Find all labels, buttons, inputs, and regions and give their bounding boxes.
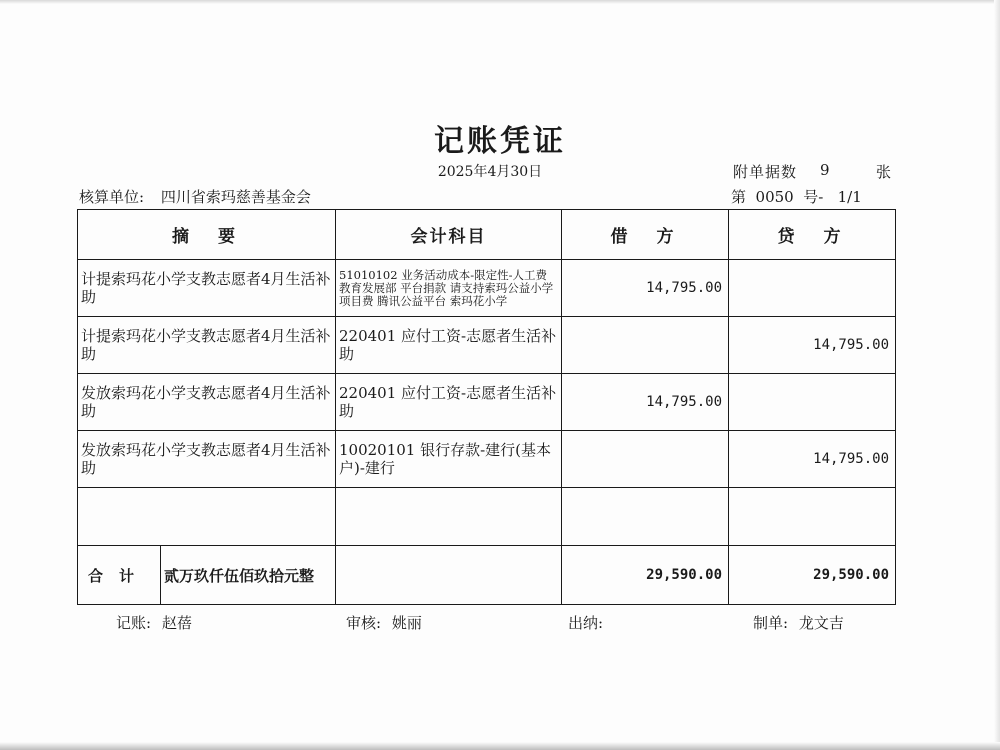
entry-account: 51010102 业务活动成本-限定性-人工费 教育发展部 平台捐款 请支持索玛公益小学 项目费 腾讯公益平台 索玛花小学 [336,260,562,317]
cashier-signature [568,612,609,633]
column-header-summary: 摘 要 [78,210,336,260]
reviewer-signature [346,612,422,633]
blank-cell [729,488,896,546]
entry-summary: 计提索玛花小学支教志愿者4月生活补助 [78,260,336,317]
reviewer-label: 审核: [346,614,382,632]
attachments-label: 附单据数 [733,163,798,181]
column-header-debit: 借 方 [562,210,729,260]
total-credit: 29,590.00 [729,546,896,605]
total-label: 合计 [78,546,161,604]
column-header-account: 会计科目 [336,210,562,260]
scan-edge-bottom [0,742,1000,750]
entry-account: 10020101 银行存款-建行(基本户)-建行 [336,431,562,488]
table-row [78,374,896,431]
total-words-overflow-cell [336,546,562,605]
accounting-unit-name: 四川省索玛慈善基金会 [160,188,311,206]
column-header-credit: 贷 方 [729,210,896,260]
voucher-title: 记账凭证 [434,124,566,159]
entry-summary: 发放索玛花小学支教志愿者4月生活补助 [78,431,336,488]
table-row [78,317,896,374]
bookkeeper-label: 记账: [116,614,152,632]
preparer-name: 龙文吉 [798,614,844,632]
entry-credit: 14,795.00 [729,431,896,488]
attachments-count: 9 [820,161,830,179]
table-header-row [78,210,896,260]
blank-cell [562,488,729,546]
bookkeeper-name: 赵蓓 [161,614,192,632]
table-row-blank [78,488,896,546]
preparer-label: 制单: [753,614,789,632]
entry-debit: 14,795.00 [562,374,729,431]
entry-debit: 14,795.00 [562,260,729,317]
blank-cell [78,488,336,546]
entry-debit [562,317,729,374]
voucher-table [77,209,896,605]
scan-edge-right [994,0,1000,750]
attachments-unit: 张 [876,163,892,181]
total-debit: 29,590.00 [562,546,729,605]
table-total-row [78,546,896,605]
table-row [78,260,896,317]
voucher-number: 第 0050 号- 1/1 [731,188,862,206]
scan-edge-top [0,0,1000,4]
entry-credit [729,260,896,317]
reviewer-name: 姚丽 [391,614,422,632]
cashier-label: 出纳: [568,614,604,632]
preparer-signature [753,612,844,633]
voucher-date: 2025年4月30日 [437,164,543,180]
total-in-words: 贰万玖仟伍佰玖拾元整 [164,566,315,585]
accounting-unit-label: 核算单位: [79,188,145,206]
entry-account: 220401 应付工资-志愿者生活补助 [336,374,562,431]
entry-summary: 发放索玛花小学支教志愿者4月生活补助 [78,374,336,431]
entry-summary: 计提索玛花小学支教志愿者4月生活补助 [78,317,336,374]
entry-account: 220401 应付工资-志愿者生活补助 [336,317,562,374]
entry-credit: 14,795.00 [729,317,896,374]
bookkeeper-signature [116,612,192,633]
entry-debit [562,431,729,488]
entry-credit [729,374,896,431]
blank-cell [336,488,562,546]
accounting-unit [79,186,311,207]
total-label-cell [78,546,336,605]
table-row [78,431,896,488]
